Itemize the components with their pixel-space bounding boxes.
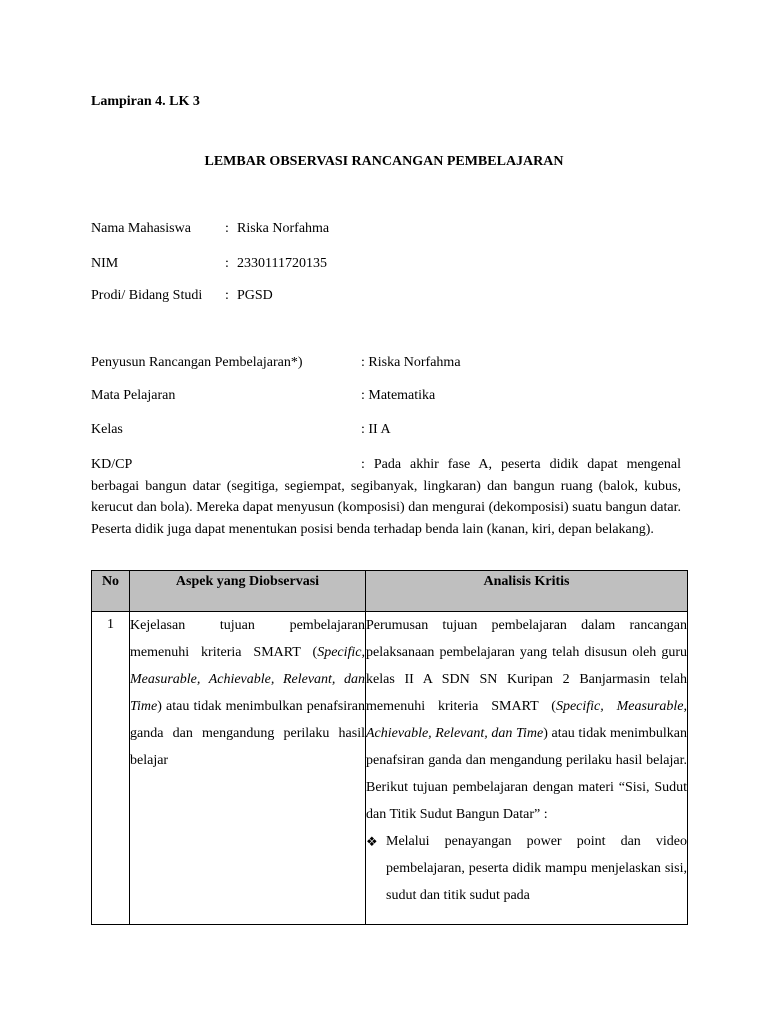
student-prodi-value: PGSD <box>237 288 273 303</box>
kdcp-paragraph <box>91 454 681 540</box>
diamond-bullet-icon: ❖ <box>366 834 378 849</box>
analisis-text-after: ) atau tidak menimbulkan penafsiran ganda dan mengandung perilaku hasil belajar. Berikut tujuan pembelajaran dengan materi “Sisi, Sudut dan Titik Sudut Bangun Datar” : <box>366 726 687 822</box>
student-nim-value: 2330111720135 <box>237 256 327 271</box>
plan-subject-value: : Matematika <box>361 388 436 403</box>
observation-table <box>91 570 688 925</box>
kdcp-label: KD/CP <box>91 457 133 472</box>
student-nim-label: NIM <box>91 256 119 271</box>
plan-class-label: Kelas <box>91 422 123 437</box>
student-prodi-separator: : <box>225 288 229 303</box>
plan-author-value: : Riska Norfahma <box>361 355 461 370</box>
aspek-text-italic: Specific, Measurable, Achievable, Relevant, dan Time <box>130 645 365 714</box>
row-no: 1 <box>92 612 130 925</box>
header-aspek: Aspek yang Diobservasi <box>130 571 366 612</box>
plan-author-label: Penyusun Rancangan Pembelajaran*) <box>91 355 303 370</box>
document-title: LEMBAR OBSERVASI RANCANGAN PEMBELAJARAN <box>204 154 564 169</box>
student-name-separator: : <box>225 221 229 236</box>
student-name-value: Riska Norfahma <box>237 221 330 236</box>
header-analisis: Analisis Kritis <box>366 571 688 612</box>
plan-subject-label: Mata Pelajaran <box>91 388 176 403</box>
kdcp-text: : Pada akhir fase A, peserta didik dapat mengenal berbagai bangun datar (segitiga, segiempat, segibanyak, lingkaran) dan bangun ruang (balok, kubus, kerucut dan bola). Mereka dapat menyusun (komposisi) dan mengurai (dekomposisi) suatu bangun datar. Peserta didik juga dapat menentukan posisi benda terhadap benda lain (kanan, kiri, depan belakang). <box>91 457 681 537</box>
table-header-row <box>92 571 688 612</box>
analisis-text-before: Perumusan tujuan pembelajaran dalam rancangan pelaksanaan pembelajaran yang telah disusun oleh guru kelas II A SDN SN Kuripan 2 Banjarmasin telah memenuhi kriteria SMART ( <box>366 618 687 714</box>
student-prodi-label: Prodi/ Bidang Studi <box>91 288 203 303</box>
aspek-text-after: ) atau tidak menimbulkan penafsiran ganda dan mengandung perilaku hasil belajar <box>130 699 365 768</box>
table-row <box>92 612 688 925</box>
row-aspek <box>130 612 366 925</box>
analisis-bullet-item <box>366 828 687 909</box>
analisis-paragraph <box>366 612 687 828</box>
plan-class-value: : II A <box>361 422 391 437</box>
student-name-label: Nama Mahasiswa <box>91 221 191 236</box>
analisis-text-italic: Specific, Measurable, Achievable, Relevant, dan Time <box>366 699 687 741</box>
header-no: No <box>92 571 130 612</box>
analisis-bullet-text: Melalui penayangan power point dan video pembelajaran, peserta didik mampu menjelaskan sisi, sudut dan titik sudut pada <box>386 834 687 903</box>
row-analisis <box>366 612 688 925</box>
aspek-text-before: Kejelasan tujuan pembelajaran memenuhi kriteria SMART ( <box>130 618 365 660</box>
student-nim-separator: : <box>225 256 229 271</box>
appendix-label: Lampiran 4. LK 3 <box>91 94 200 109</box>
